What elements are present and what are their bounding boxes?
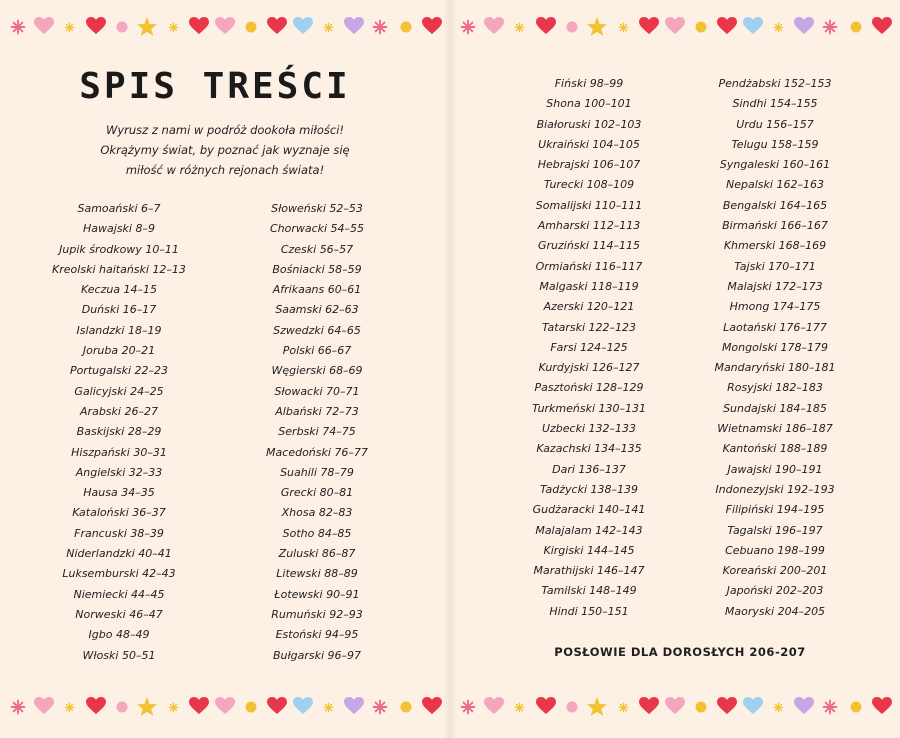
toc-entry: Kreolski haitański 12–13: [52, 262, 186, 276]
toc-entry: Sotho 84–85: [282, 526, 352, 540]
toc-entry: Tajski 170–171: [734, 259, 816, 273]
toc-entry: Ukraiński 104–105: [538, 137, 640, 151]
toc-entry: Pasztoński 128–129: [534, 381, 644, 395]
toc-entry: Mandaryński 180–181: [714, 361, 836, 375]
toc-entry: Urdu 156–157: [736, 117, 814, 131]
toc-entry: Jawajski 190–191: [727, 462, 823, 476]
toc-entry: Hmong 174–175: [729, 300, 821, 314]
toc-entry: Litewski 88–89: [276, 567, 358, 581]
toc-entry: Somalijski 110–111: [535, 198, 643, 212]
toc-entry: Hawajski 8–9: [83, 222, 155, 236]
intro-line: Okrążymy świat, by poznać jak wyznaje się: [100, 143, 350, 157]
toc-entry: Hindi 150–151: [549, 604, 629, 618]
toc-entry: Maoryski 204–205: [724, 604, 826, 618]
toc-entry: Syngaleski 160–161: [719, 158, 831, 172]
toc-entry: Estoński 94–95: [275, 628, 359, 642]
toc-entry: Słoweński 52–53: [271, 202, 363, 215]
toc-entry: Grecki 80–81: [280, 486, 354, 500]
toc-entry: Tadżycki 138–139: [539, 482, 639, 496]
toc-entry: Fiński 98–99: [554, 77, 624, 90]
toc-entry: Portugalski 22–23: [69, 364, 169, 378]
toc-entry: Sundajski 184–185: [723, 401, 827, 415]
page-title: SPIS TREŚCI: [79, 66, 351, 107]
toc-entry: Bułgarski 96–97: [272, 648, 362, 662]
toc-entry: Włoski 50–51: [82, 648, 156, 662]
toc-entry: Chorwacki 54–55: [269, 222, 365, 236]
toc-entry: Kantoński 188–189: [722, 442, 828, 456]
toc-entry: Japoński 202–203: [726, 584, 824, 598]
toc-entry: Kirgiski 144–145: [543, 543, 635, 557]
toc-entry: Sindhi 154–155: [732, 97, 818, 111]
toc-entry: Zuluski 86–87: [278, 547, 356, 561]
toc-entry: Gudżaracki 140–141: [532, 503, 646, 517]
toc-entry: Malgaski 118–119: [539, 279, 639, 293]
toc-entry: Tatarski 122–123: [541, 320, 637, 334]
decoration-row-top-right: [450, 14, 900, 40]
toc-entry: Kazachski 134–135: [536, 442, 642, 456]
toc-entry: Niderlandzki 40–41: [66, 547, 172, 561]
intro-line: Wyrusz z nami w podróż dookoła miłości!: [105, 123, 345, 137]
toc-entry: Laotański 176–177: [723, 320, 827, 334]
toc-entry: Malajski 172–173: [727, 279, 823, 293]
toc-entry: Rosyjski 182–183: [727, 381, 823, 395]
toc-entry: Wietnamski 186–187: [717, 422, 833, 436]
intro-text: [60, 120, 390, 180]
toc-entry: Amharski 112–113: [537, 219, 641, 233]
toc-entry: Joruba 20–21: [82, 344, 156, 358]
toc-entry: Azerski 120–121: [543, 300, 635, 314]
toc-entry: Shona 100–101: [546, 97, 632, 111]
toc-entry: Norweski 46–47: [75, 607, 163, 621]
toc-entry: Hausa 34–35: [83, 486, 155, 500]
decoration-row-bottom-right: [450, 694, 900, 720]
toc-entry: Malajalam 142–143: [535, 523, 643, 537]
toc-entry: Macedoński 76–77: [266, 445, 368, 459]
toc-entry: Igbo 48–49: [88, 628, 150, 642]
toc-entry: Dari 136–137: [552, 462, 626, 476]
toc-entry: Albański 72–73: [275, 404, 359, 418]
toc-entry: Mongolski 178–179: [721, 340, 829, 354]
toc-entry: Galicyjski 24–25: [74, 384, 164, 398]
toc-entry: Cebuano 198–199: [725, 543, 825, 557]
toc-entry: Bengalski 164–165: [722, 198, 828, 212]
toc-entry: Birmański 166–167: [722, 219, 828, 233]
toc-entry: Francuski 38–39: [74, 526, 164, 540]
toc-entry: Gruziński 114–115: [538, 239, 640, 253]
toc-entry: Duński 16–17: [81, 303, 157, 317]
toc-entry: Niemiecki 44–45: [73, 587, 165, 601]
toc-entry: Łotewski 90–91: [274, 587, 360, 601]
decoration-row-bottom-left: [0, 694, 450, 720]
toc-entry: Uzbecki 132–133: [541, 422, 637, 436]
toc-entry: Hiszpański 30–31: [71, 445, 167, 459]
toc-entry: Białoruski 102–103: [536, 117, 642, 131]
toc-entry: Keczua 14–15: [80, 283, 158, 297]
toc-column-4: [670, 74, 880, 622]
toc-entry: Farsi 124–125: [550, 340, 628, 354]
toc-entry: Angielski 32–33: [75, 465, 163, 479]
book-gutter: [443, 0, 457, 738]
toc-entry: Tagalski 196–197: [727, 523, 823, 537]
toc-entry: Słowacki 70–71: [274, 384, 360, 398]
toc-entry: Filipiński 194–195: [725, 503, 825, 517]
toc-entry: Marathijski 146–147: [533, 564, 645, 578]
toc-entry: Khmerski 168–169: [723, 239, 827, 253]
toc-column-1: [14, 199, 224, 666]
toc-entry: Hebrajski 106–107: [537, 158, 641, 172]
decoration-row-top-left: [0, 14, 450, 40]
toc-entry: Serbski 74–75: [278, 425, 356, 439]
toc-entry: Pendżabski 152–153: [718, 77, 832, 90]
toc-entry: Czeski 56–57: [280, 242, 354, 256]
toc-entry: Telugu 158–159: [731, 137, 819, 151]
toc-column-2: [212, 199, 422, 666]
toc-entry: Tamilski 148–149: [541, 584, 637, 598]
toc-entry: Polski 66–67: [282, 344, 352, 358]
toc-entry: Saamski 62–63: [275, 303, 359, 317]
afterword-entry: POSŁOWIE DLA DOROSŁYCH 206-207: [554, 645, 806, 659]
toc-entry: Indonezyjski 192–193: [715, 482, 835, 496]
toc-entry: Islandzki 18–19: [76, 323, 162, 337]
toc-column-3: [484, 74, 694, 622]
toc-entry: Kurdyjski 126–127: [538, 361, 640, 375]
toc-entry: Nepalski 162–163: [726, 178, 824, 192]
toc-entry: Kataloński 36–37: [72, 506, 166, 520]
toc-entry: Afrikaans 60–61: [272, 283, 362, 297]
intro-line: miłość w różnych rejonach świata!: [125, 163, 325, 177]
toc-entry: Koreański 200–201: [722, 564, 828, 578]
toc-entry: Węgierski 68–69: [271, 364, 363, 378]
toc-entry: Bośniacki 58–59: [272, 262, 362, 276]
toc-entry: Turecki 108–109: [543, 178, 635, 192]
toc-entry: Turkmeński 130–131: [531, 401, 647, 415]
toc-entry: Arabski 26–27: [80, 404, 158, 418]
toc-entry: Suahili 78–79: [280, 465, 354, 479]
toc-entry: Samoański 6–7: [77, 202, 161, 215]
toc-entry: Rumuński 92–93: [271, 607, 363, 621]
toc-entry: Xhosa 82–83: [281, 506, 353, 520]
toc-entry: Luksemburski 42–43: [62, 567, 176, 581]
toc-entry: Jupik środkowy 10–11: [59, 242, 179, 256]
toc-entry: Baskijski 28–29: [76, 425, 162, 439]
toc-entry: Ormiański 116–117: [535, 259, 643, 273]
toc-entry: Szwedzki 64–65: [273, 323, 361, 337]
